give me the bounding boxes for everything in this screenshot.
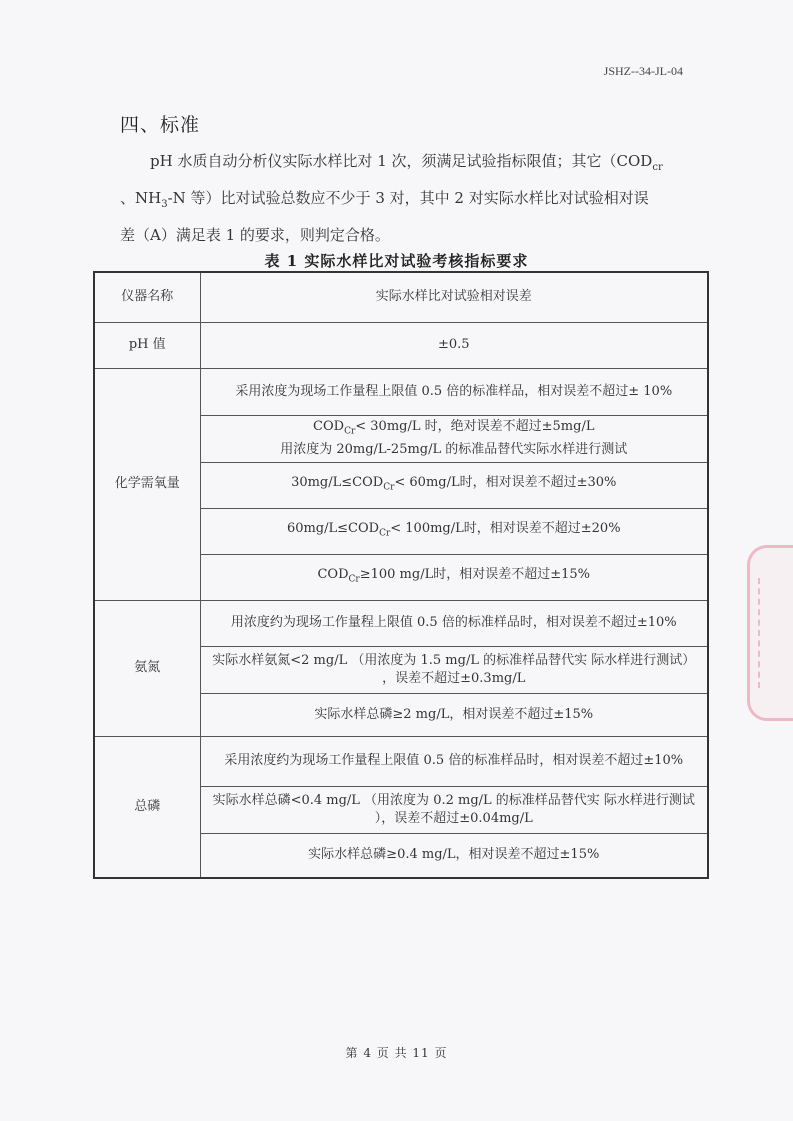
cod-row-1	[94, 368, 708, 415]
ammonia-criterion-1: 用浓度约为现场工作量程上限值 0.5 倍的标准样品时，相对误差不超过±10%	[200, 600, 708, 646]
phosphorus-row-1	[94, 736, 708, 786]
cod-criterion-5: $COD_{Cr}\ge 100$ mg/L时，相对误差不超过±15%	[200, 554, 708, 600]
table-title: 表 1 实际水样比对试验考核指标要求	[264, 252, 529, 270]
cod-criterion-3: $30mg/L\le COD_{Cr}< 60mg/L$时，相对误差不超过±30%	[200, 462, 708, 508]
ammonia-name: 氨氮	[94, 600, 200, 736]
phosphorus-name: 总磷	[94, 736, 200, 878]
ammonia-criterion-2: 实际水样氨氮<2 mg/L （用浓度为 1.5 mg/L 的标准样品替代实 际水样进行测试） ，误差不超过±0.3mg/L	[200, 646, 708, 693]
cod-criterion-4: $60mg/L\le COD_{Cr}< 100mg/L$时，相对误差不超过±20%	[200, 508, 708, 554]
page-footer: 第 4 页 共 11 页	[345, 1046, 448, 1060]
ph-value: ±0.5	[200, 322, 708, 368]
seal-edge	[758, 578, 780, 688]
paragraph-line-1: pH 水质自动分析仪实际水样比对 1 次，须满足试验指标限值；其它（$COD_{cr}$	[150, 152, 663, 173]
criteria-table	[93, 271, 709, 879]
red-seal-stamp	[747, 545, 793, 721]
cod-criterion-1: 采用浓度为现场工作量程上限值 0.5 倍的标准样品，相对误差不超过± 10%	[200, 368, 708, 415]
phosphorus-criterion-2: 实际水样总磷<0.4 mg/L （用浓度为 0.2 mg/L 的标准样品替代实 际水样进行测试 ），误差不超过±0.04mg/L	[200, 786, 708, 833]
cod-criterion-2: $COD_{Cr}< 30mg/L$ 时，绝对误差不超过±5mg/L 用浓度为 20mg/L-25mg/L 的标准品替代实际水样进行测试	[200, 415, 708, 462]
standard-paragraph	[120, 146, 680, 251]
ph-name: pH 值	[94, 322, 200, 368]
header-relative-error: 实际水样比对试验相对误差	[200, 272, 708, 322]
ammonia-row-1	[94, 600, 708, 646]
ph-row	[94, 322, 708, 368]
paragraph-line-3: 差（A）满足表 1 的要求，则判定合格。	[120, 226, 390, 244]
ammonia-criterion-3: 实际水样总磷≥2 mg/L，相对误差不超过±15%	[200, 693, 708, 736]
table-header-row	[94, 272, 708, 322]
phosphorus-criterion-3: 实际水样总磷≥0.4 mg/L，相对误差不超过±15%	[200, 833, 708, 878]
phosphorus-criterion-1: 采用浓度约为现场工作量程上限值 0.5 倍的标准样品时，相对误差不超过±10%	[200, 736, 708, 786]
section-title: 四、标准	[120, 114, 201, 136]
paragraph-line-2: 、$NH_3-N$ 等）比对试验总数应不少于 3 对，其中 2 对实际水样比对试验相对误	[120, 189, 649, 210]
nh-subscript: 3	[161, 199, 168, 210]
document-code: JSHZ--34-JL-04	[603, 64, 683, 78]
cod-subscript: cr	[652, 162, 663, 173]
cod-name: 化学需氧量	[94, 368, 200, 600]
header-instrument-name: 仪器名称	[94, 272, 200, 322]
